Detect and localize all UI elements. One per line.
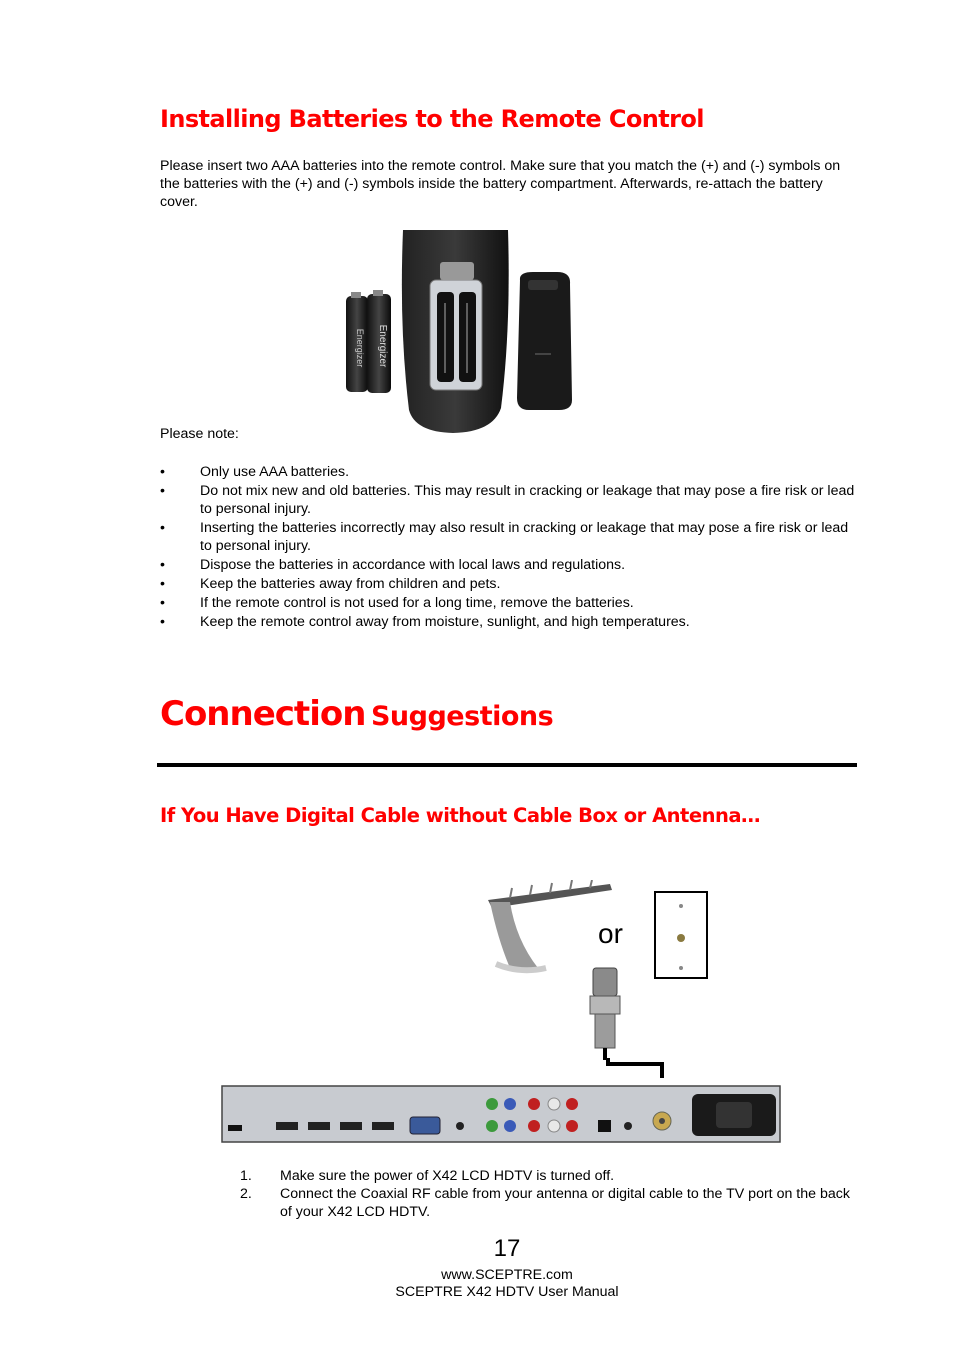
connection-diagram xyxy=(220,880,784,1146)
section-heading-batteries: Installing Batteries to the Remote Control xyxy=(160,105,704,133)
list-item: • Keep the batteries away from children and pets. xyxy=(160,576,501,592)
or-label: or xyxy=(598,918,623,949)
list-item: • Keep the remote control away from moisture, sunlight, and high temperatures. xyxy=(160,614,690,630)
battery-cover xyxy=(517,272,572,410)
aaa-batteries xyxy=(346,290,391,393)
wall-plate xyxy=(655,892,707,978)
footer-website: www.SCEPTRE.com xyxy=(441,1267,573,1283)
connection-steps xyxy=(240,1167,850,1221)
footer-manual-title: SCEPTRE X42 HDTV User Manual xyxy=(395,1284,619,1300)
section-divider xyxy=(157,763,857,767)
battery-instructions: Please insert two AAA batteries into the remote control. Make sure that you match the (+) and (-) symbols on the batteries with the (+) and (-) symbols inside the battery compartment. Afterwards, re-attach the battery cover. xyxy=(160,158,841,210)
battery-notes-list xyxy=(160,463,860,632)
remote-control-back xyxy=(402,230,509,433)
tv-rear-panel xyxy=(222,1086,780,1142)
svg-text:Energizer: Energizer xyxy=(377,324,388,368)
list-item: 1. Make sure the power of X42 LCD HDTV is turned off. xyxy=(240,1168,615,1184)
list-item: 2. Connect the Coaxial RF cable from your antenna or digital cable to the TV port on the back of your X42 LCD HDTV. xyxy=(240,1186,850,1220)
coaxial-connector xyxy=(590,968,620,1060)
list-item: • Inserting the batteries incorrectly may also result in cracking or leakage that may pose a fire risk or lead to personal injury. xyxy=(160,520,849,554)
list-item: • Only use AAA batteries. xyxy=(160,464,350,480)
list-item: • Dispose the batteries in accordance with local laws and regulations. xyxy=(160,557,626,573)
svg-text:Energizer: Energizer xyxy=(355,328,365,368)
list-item: • If the remote control is not used for a long time, remove the batteries. xyxy=(160,595,634,611)
section-heading-connection: Connection Suggestions xyxy=(160,694,554,734)
page-number: 17 xyxy=(493,1235,521,1262)
list-item: • Do not mix new and old batteries. This may result in cracking or leakage that may pose a fire risk or lead to personal injury. xyxy=(160,483,855,517)
remote-battery-photo xyxy=(343,228,579,434)
subheading-digital-cable: If You Have Digital Cable without Cable Box or Antenna… xyxy=(160,804,761,827)
antenna-illustration xyxy=(488,880,612,970)
note-label: Please note: xyxy=(160,426,239,442)
